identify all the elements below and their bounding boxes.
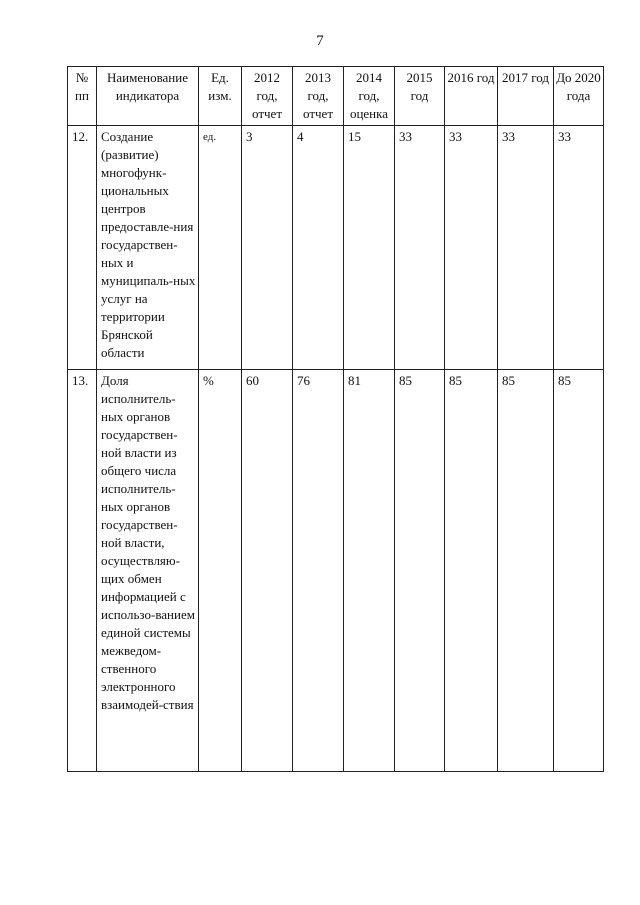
value-2017: 33 xyxy=(498,126,554,370)
table-row xyxy=(68,126,604,370)
value-2016: 33 xyxy=(445,126,498,370)
value-2020: 33 xyxy=(554,126,604,370)
header-2015: 2015 год xyxy=(395,67,445,126)
table-row xyxy=(68,370,604,772)
value-2012: 60 xyxy=(242,370,293,772)
value-2015: 85 xyxy=(395,370,445,772)
value-2012: 3 xyxy=(242,126,293,370)
header-2017: 2017 год xyxy=(498,67,554,126)
header-name: Наименование индикатора xyxy=(97,67,199,126)
unit: % xyxy=(199,370,242,772)
value-2014: 81 xyxy=(344,370,395,772)
row-number: 13. xyxy=(68,370,97,772)
value-2013: 76 xyxy=(293,370,344,772)
value-2017: 85 xyxy=(498,370,554,772)
value-2016: 85 xyxy=(445,370,498,772)
header-unit: Ед. изм. xyxy=(199,67,242,126)
value-2014: 15 xyxy=(344,126,395,370)
header-num: № пп xyxy=(68,67,97,126)
header-2014: 2014 год, оценка xyxy=(344,67,395,126)
page-number: 7 xyxy=(316,33,324,49)
header-2013: 2013 год, отчет xyxy=(293,67,344,126)
header-2016: 2016 год xyxy=(445,67,498,126)
table-header-row xyxy=(68,67,604,126)
header-2020: До 2020 года xyxy=(554,67,604,126)
value-2013: 4 xyxy=(293,126,344,370)
value-2020: 85 xyxy=(554,370,604,772)
indicators-table xyxy=(67,66,604,772)
unit: ед. xyxy=(199,126,242,370)
indicator-name: Создание (развитие) многофунк-циональных центров предоставле-ния государствен-ных и муниципаль-ных услуг на территории Брянской области xyxy=(97,126,199,370)
row-number: 12. xyxy=(68,126,97,370)
indicator-name: Доля исполнитель-ных органов государствен-ной власти из общего числа исполнитель-ных органов государствен-ной власти, осуществляю-щих обмен информацией с использо-ванием единой системы межведом-ственного электронного взаимодей-ствия xyxy=(97,370,199,772)
value-2015: 33 xyxy=(395,126,445,370)
header-2012: 2012 год, отчет xyxy=(242,67,293,126)
